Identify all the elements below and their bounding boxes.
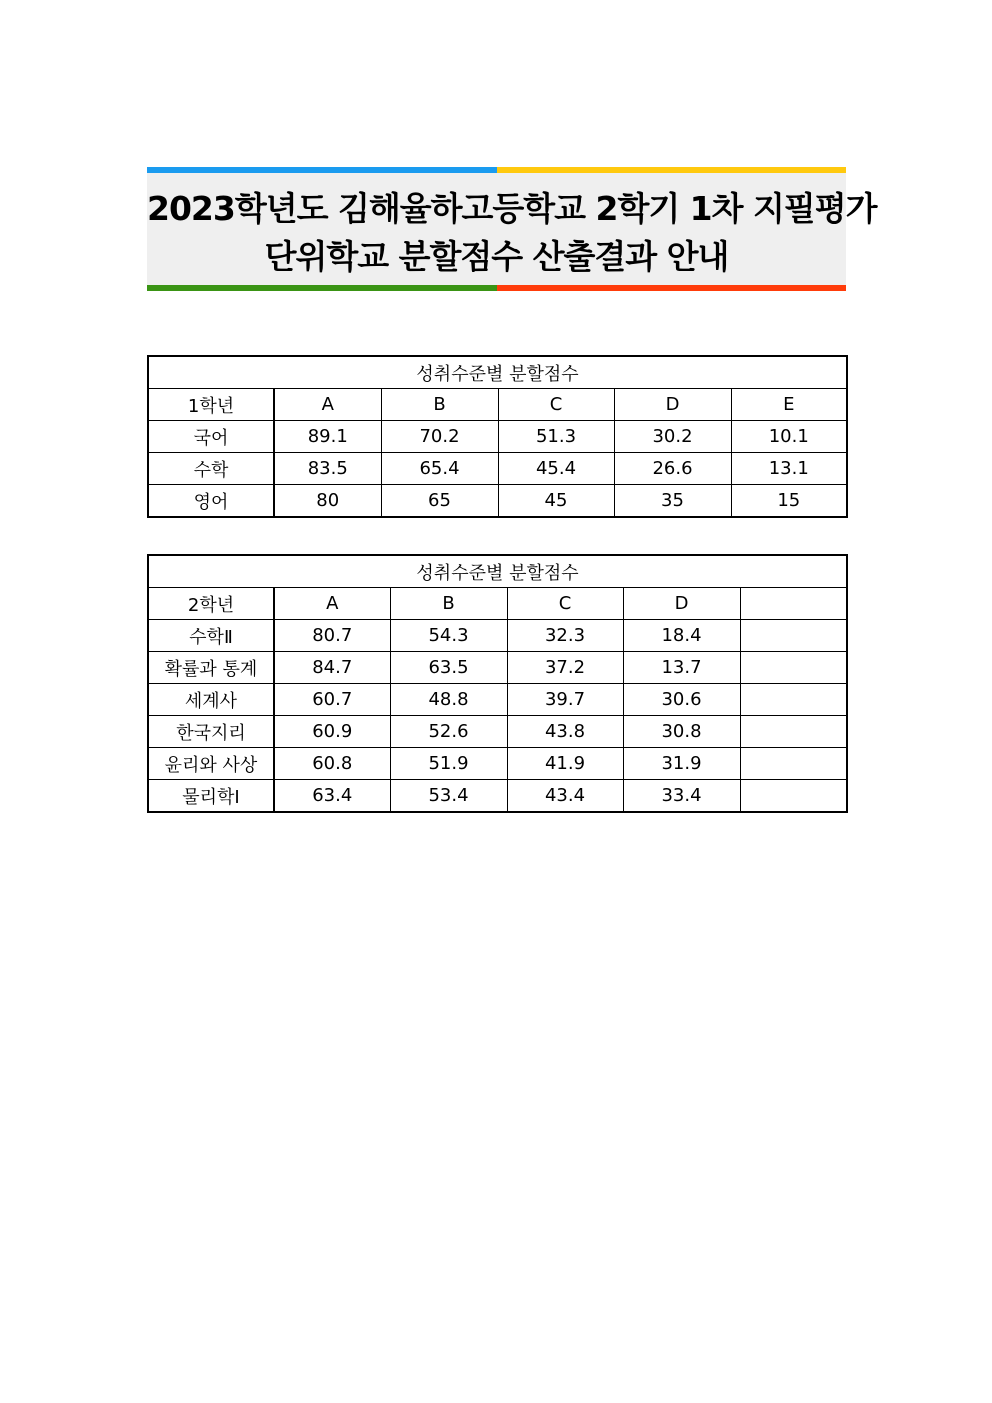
subject-cell: 국어 [148,421,274,453]
table-row [148,485,847,518]
score-cell: 48.8 [390,684,507,716]
score-cell: 13.1 [731,453,847,485]
score-cell: 80 [274,485,381,518]
accent-bar-top-right [497,167,847,173]
table-row [148,652,847,684]
column-header: C [507,588,623,620]
subject-cell: 물리학Ⅰ [148,780,274,813]
score-cell: 80.7 [274,620,390,652]
column-header: 2학년 [148,588,274,620]
title-line-1: 2023학년도 김해율하고등학교 2학기 1차 지필평가 [147,189,877,228]
grade1-cutoff-table [147,355,848,518]
table-row [148,780,847,813]
header-row [148,588,847,620]
score-cell: 53.4 [390,780,507,813]
column-header: B [381,389,498,421]
score-cell: 32.3 [507,620,623,652]
column-header [740,588,847,620]
column-header: D [614,389,731,421]
score-cell: 51.3 [498,421,614,453]
score-cell: 43.4 [507,780,623,813]
score-cell: 63.4 [274,780,390,813]
table-row [148,748,847,780]
table-row [148,453,847,485]
column-header: E [731,389,847,421]
accent-bar-bottom-right [497,285,847,291]
score-cell: 45 [498,485,614,518]
score-cell: 52.6 [390,716,507,748]
score-cell: 60.8 [274,748,390,780]
score-cell: 35 [614,485,731,518]
score-cell: 31.9 [623,748,740,780]
subject-cell: 영어 [148,485,274,518]
score-cell: 60.9 [274,716,390,748]
subject-cell: 수학Ⅱ [148,620,274,652]
score-cell: 83.5 [274,453,381,485]
column-header: B [390,588,507,620]
table-row [148,716,847,748]
score-cell: 63.5 [390,652,507,684]
score-cell: 37.2 [507,652,623,684]
column-header: 1학년 [148,389,274,421]
subject-cell: 세계사 [148,684,274,716]
subject-cell: 확률과 통계 [148,652,274,684]
score-cell: 13.7 [623,652,740,684]
accent-bar-bottom-left [147,285,497,291]
accent-bar-top-left [147,167,497,173]
column-header: D [623,588,740,620]
title-line-2: 단위학교 분할점수 산출결과 안내 [264,237,729,276]
score-cell: 33.4 [623,780,740,813]
table-row [148,684,847,716]
title-banner [147,167,877,291]
score-cell: 84.7 [274,652,390,684]
score-cell: 65.4 [381,453,498,485]
table-caption: 성취수준별 분할점수 [148,555,847,588]
column-header: A [274,389,381,421]
score-cell [740,716,847,748]
table-caption: 성취수준별 분할점수 [148,356,847,389]
score-cell: 41.9 [507,748,623,780]
score-cell: 43.8 [507,716,623,748]
score-cell [740,748,847,780]
score-cell: 39.7 [507,684,623,716]
subject-cell: 윤리와 사상 [148,748,274,780]
header-row [148,389,847,421]
table-row [148,421,847,453]
score-cell: 45.4 [498,453,614,485]
score-cell: 30.2 [614,421,731,453]
score-cell [740,620,847,652]
score-cell: 70.2 [381,421,498,453]
score-cell: 60.7 [274,684,390,716]
score-cell: 18.4 [623,620,740,652]
subject-cell: 수학 [148,453,274,485]
table-row [148,620,847,652]
score-cell: 15 [731,485,847,518]
score-cell [740,780,847,813]
score-cell: 10.1 [731,421,847,453]
score-cell: 26.6 [614,453,731,485]
score-cell: 54.3 [390,620,507,652]
score-cell: 30.8 [623,716,740,748]
grade2-cutoff-table [147,554,848,813]
subject-cell: 한국지리 [148,716,274,748]
score-cell [740,684,847,716]
score-cell: 30.6 [623,684,740,716]
score-cell [740,652,847,684]
column-header: C [498,389,614,421]
score-cell: 89.1 [274,421,381,453]
score-cell: 65 [381,485,498,518]
score-cell: 51.9 [390,748,507,780]
column-header: A [274,588,390,620]
